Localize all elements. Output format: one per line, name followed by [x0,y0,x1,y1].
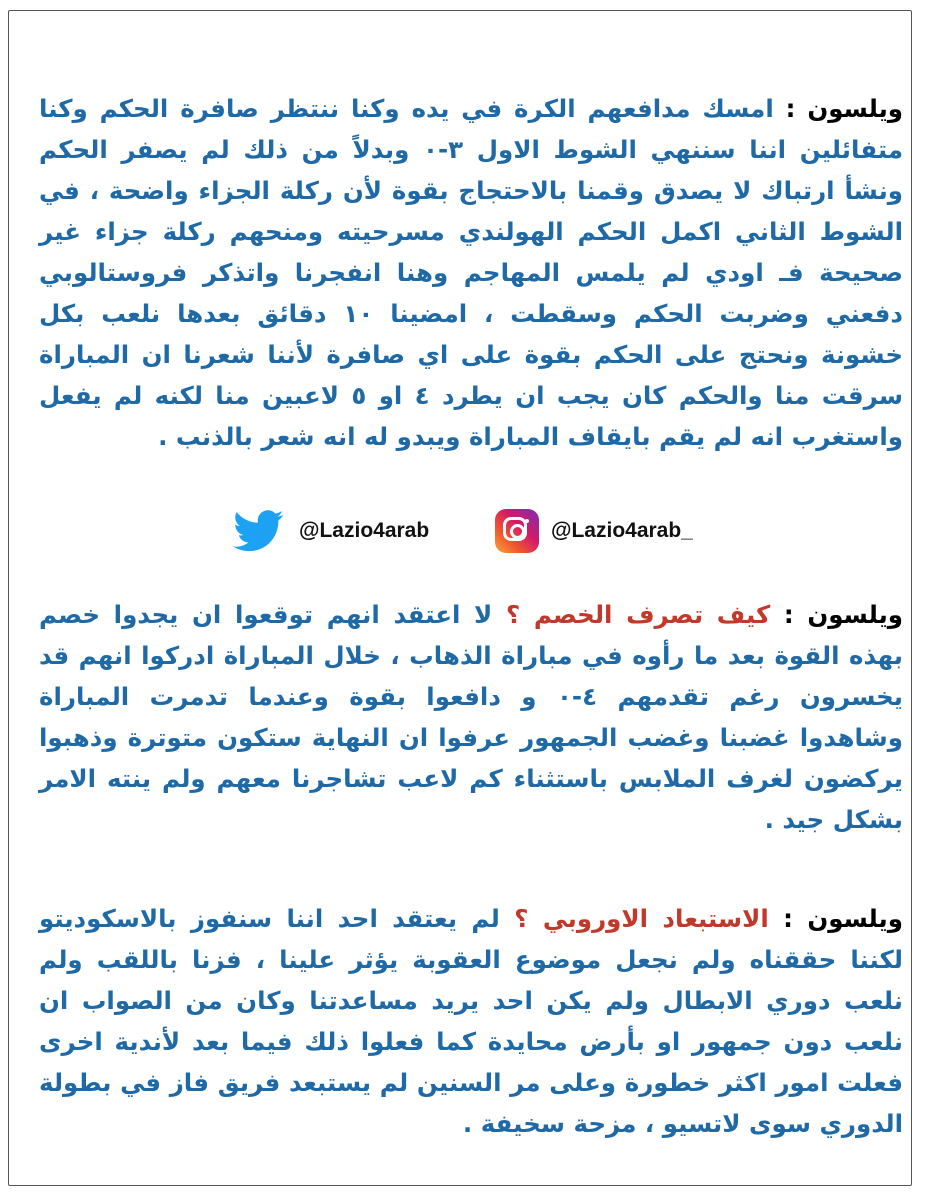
instagram-camera-icon [495,509,539,553]
question-topic: الاستبعاد الاوروبي ؟ [514,904,769,933]
twitter-handle: @Lazio4arab [299,519,430,542]
instagram-handle: @Lazio4arab_ [551,519,693,542]
twitter-credit[interactable] [231,505,429,557]
quote-block-2 [39,594,903,840]
instagram-credit[interactable] [495,505,693,557]
twitter-bird-icon [231,510,287,552]
quote-text: امسك مدافعهم الكرة في يده وكنا ننتظر صافرة الحكم وكنا متفائلين اننا سننهي الشوط الاول ٣-٠ وبدلاً من ذلك لم يصفر الحكم ونشأ ارتباك لا يصدق وقمنا بالاحتجاج بقوة لأن ركلة الجزاء واضحة ، في الشوط الثاني اكمل الحكم الهولندي مسرحيته ومنحهم ركلة جزاء غير صحيحة فـ اودي لم يلمس المهاجم وهنا انفجرنا واتذكر فروستالوبي دفعني وضربت الحكم وسقطت ، امضينا ١٠ دقائق بعدها نلعب بكل خشونة ونحتج على الحكم بقوة على اي صافرة لأننا شعرنا ان المباراة سرقت منا والحكم كان يجب ان يطرد ٤ او ٥ لاعبين منا لكنه لم يفعل واستغرب انه لم يقم بايقاف المباراة ويبدو له انه شعر بالذنب . [39,94,904,451]
speaker-label: ويلسون : [783,600,903,629]
quote-text: لم يعتقد احد اننا سنفوز بالاسكوديتو لكننا حققناه ولم نجعل موضوع العقوبة يؤثر علينا ، فزنا باللقب ولم نلعب دوري الابطال ولم يكن احد يريد مساعدتنا وكان من الصواب ان نلعب دون جمهور او بأرض محايدة كما فعلوا ذلك فيما بعد لأندية اخرى فعلت امور اكثر خطورة وعلى مر السنين لم يستبعد فريق فاز في بطولة الدوري سوى لاتسيو ، مزحة سخيفة . [39,904,903,1138]
quote-block-3 [39,898,903,1144]
quote-block-1 [39,88,903,457]
article-frame [8,10,912,1186]
quote-text: لا اعتقد انهم توقعوا ان يجدوا خصم بهذه القوة بعد ما رأوه في مباراة الذهاب ، خلال المباراة ادركوا انهم قد يخسرون رغم تقدمهم ٤-٠ و دافعوا بقوة وعندما تدمرت المباراة وشاهدوا غضبنا وغضب الجمهور عرفوا ان النهاية ستكون متوترة وذهبوا يركضون لغرف الملابس باستثناء كم لاعب تشاجرنا معهم ولم ينته الامر بشكل جيد . [39,600,904,834]
speaker-label: ويلسون : [785,94,904,123]
question-topic: كيف تصرف الخصم ؟ [505,600,771,629]
speaker-label: ويلسون : [783,904,903,933]
